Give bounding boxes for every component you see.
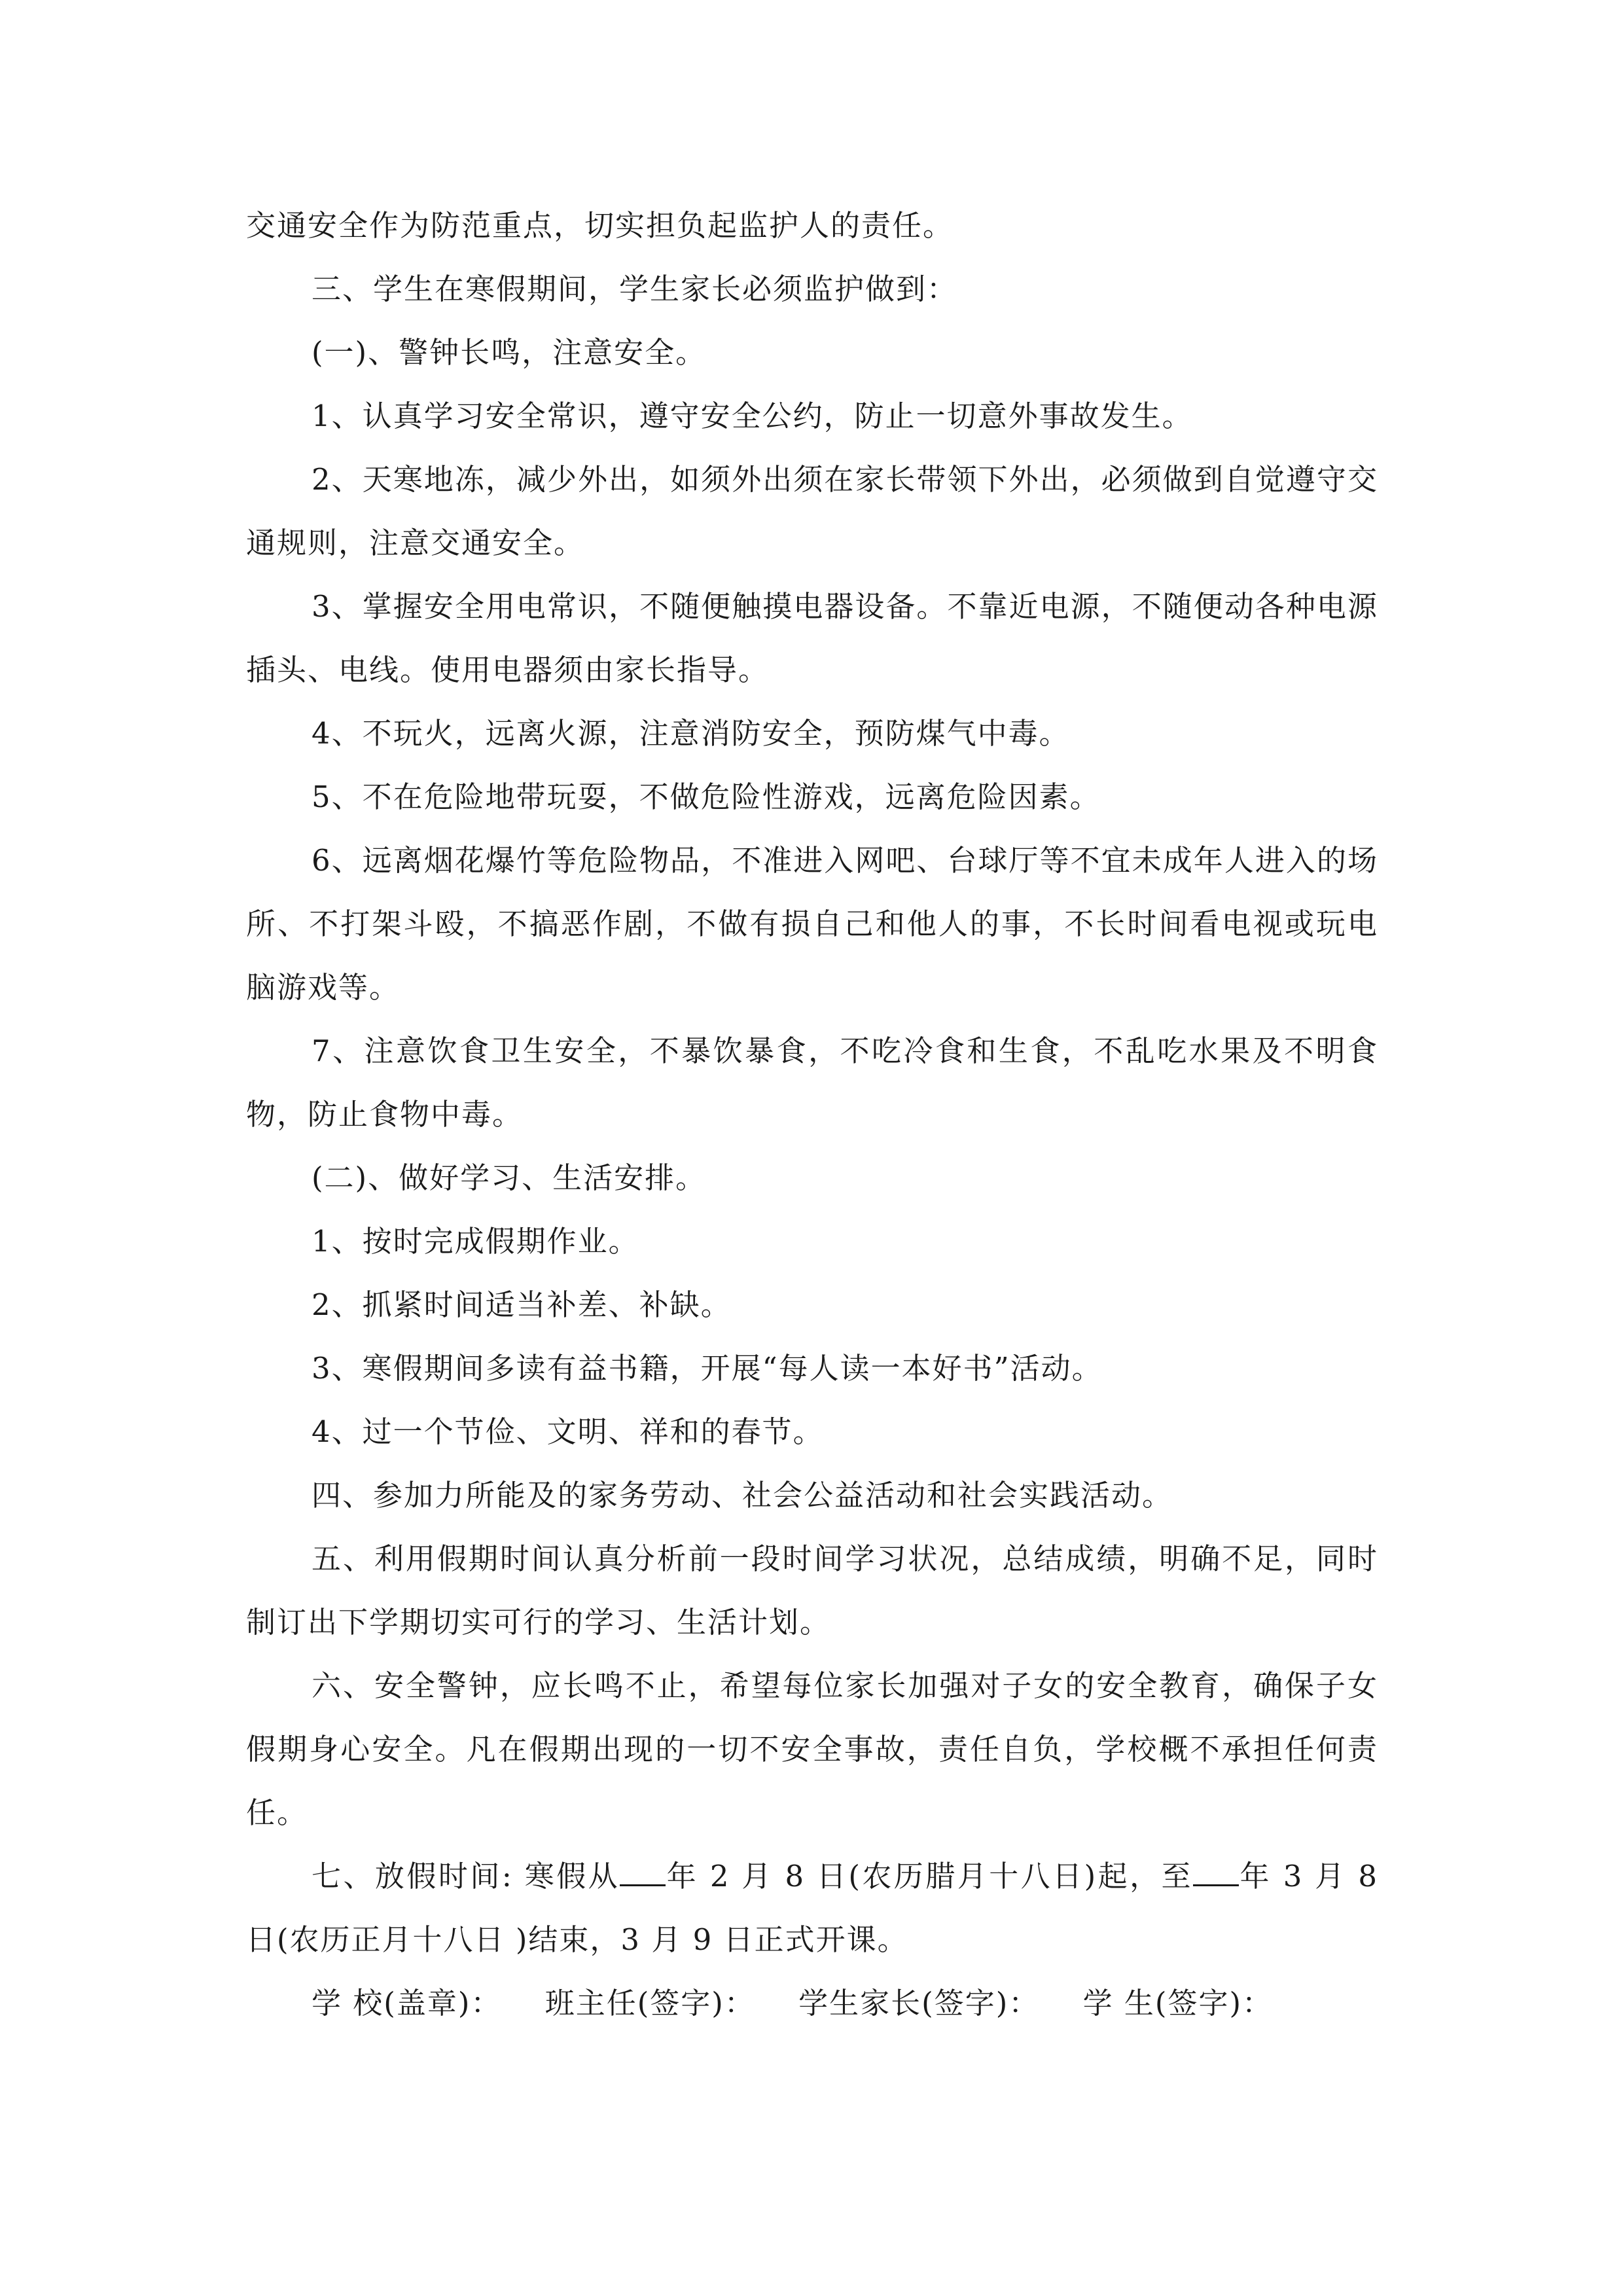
paragraph: 4、过一个节俭、文明、祥和的春节。	[312, 1414, 824, 1449]
paragraph: 2、抓紧时间适当补差、补缺。	[312, 1287, 732, 1322]
paragraph: 4、不玩火，远离火源，注意消防安全，预防煤气中毒。	[312, 716, 1070, 751]
student-signature-label: 学 生(签字)：	[1082, 1986, 1274, 2020]
holiday-time-paragraph	[246, 1844, 1378, 1971]
parent-signature-label: 学生家长(签字)：	[798, 1986, 1040, 2020]
paragraph: (二)、做好学习、生活安排。	[312, 1160, 707, 1195]
year-blank-2	[1193, 1861, 1239, 1886]
paragraph: 1、按时完成假期作业。	[312, 1224, 639, 1259]
school-seal-label: 学 校(盖章)：	[312, 1986, 502, 2020]
year-blank-1	[620, 1861, 666, 1886]
holiday-text-2: 年 2 月 8 日(农历腊月十八日)起，至	[666, 1859, 1194, 1893]
paragraph: 3、掌握安全用电常识，不随便触摸电器设备。不靠近电源，不随便动各种电源插头、电线。使用电器须由家长指导。	[246, 589, 1378, 687]
signature-row	[246, 1971, 1378, 2035]
paragraph: 1、认真学习安全常识，遵守安全公约，防止一切意外事故发生。	[312, 399, 1193, 433]
paragraph: 3、寒假期间多读有益书籍，开展“每人读一本好书”活动。	[312, 1351, 1103, 1386]
document-page	[246, 194, 1378, 2035]
paragraph: (一)、警钟长鸣，注意安全。	[312, 335, 707, 370]
paragraph: 三、学生在寒假期间，学生家长必须监护做到：	[312, 272, 958, 306]
holiday-text-1: 七、放假时间: 寒假从	[312, 1859, 620, 1893]
teacher-signature-label: 班主任(签字)：	[544, 1986, 755, 2020]
body-text	[246, 194, 1378, 1844]
paragraph: 五、利用假期时间认真分析前一段时间学习状况，总结成绩，明确不足，同时制订出下学期切实可行的学习、生活计划。	[246, 1541, 1378, 1640]
paragraph: 六、安全警钟，应长鸣不止，希望每位家长加强对子女的安全教育，确保子女假期身心安全。凡在假期出现的一切不安全事故，责任自负，学校概不承担任何责任。	[246, 1668, 1378, 1830]
paragraph: 2、天寒地冻，减少外出，如须外出须在家长带领下外出，必须做到自觉遵守交通规则，注意交通安全。	[246, 462, 1378, 560]
paragraph: 7、注意饮食卫生安全，不暴饮暴食，不吃冷食和生食，不乱吃水果及不明食物，防止食物中毒。	[246, 1033, 1378, 1132]
paragraph: 5、不在危险地带玩耍，不做危险性游戏，远离危险因素。	[312, 780, 1101, 814]
holiday-text-3: 年 3 月 8 日(农历正月十八日 )结束，3 月 9 日正式开课。	[246, 1859, 1378, 1957]
paragraph: 交通安全作为防范重点，切实担负起监护人的责任。	[246, 208, 954, 243]
paragraph: 四、参加力所能及的家务劳动、社会公益活动和社会实践活动。	[312, 1478, 1173, 1513]
paragraph: 6、远离烟花爆竹等危险物品，不准进入网吧、台球厅等不宜未成年人进入的场所、不打架斗殴，不搞恶作剧，不做有损自己和他人的事，不长时间看电视或玩电脑游戏等。	[246, 843, 1378, 1005]
